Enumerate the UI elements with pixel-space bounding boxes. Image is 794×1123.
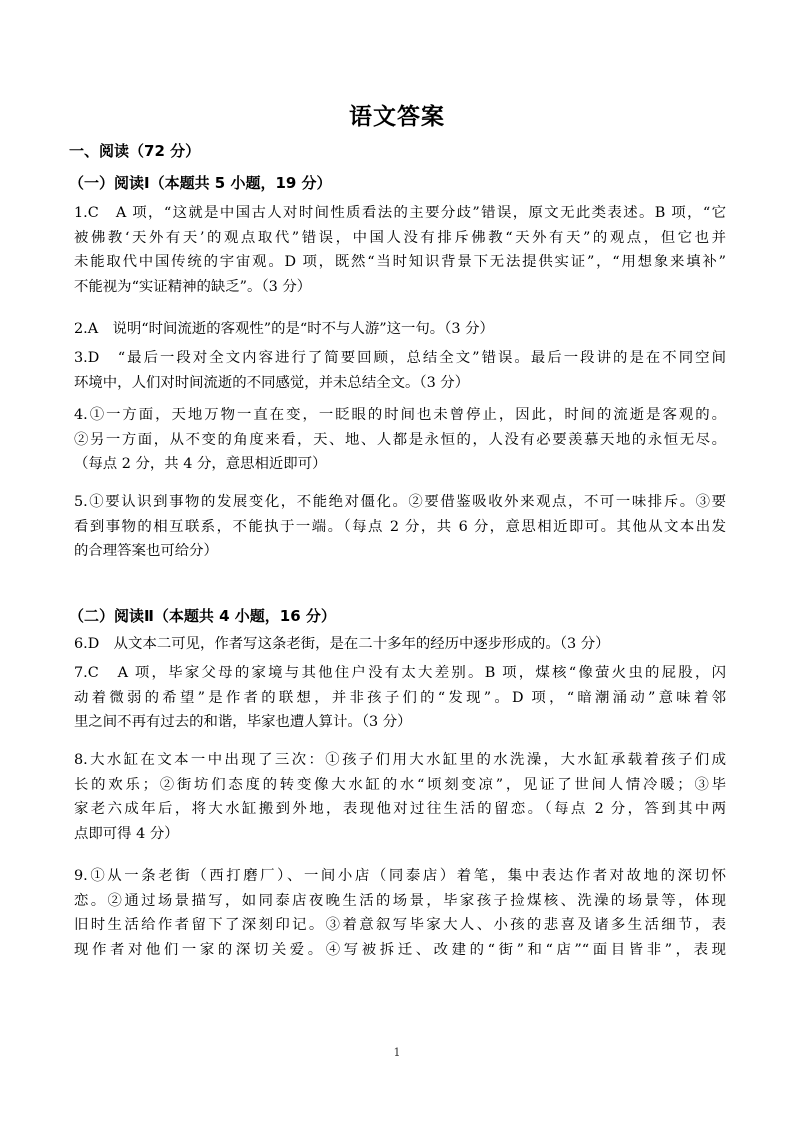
answer-line: 7.C A 项，毕家父母的家境与其他住户没有太大差别。B 项，煤核“像萤火虫的屁股，闪	[74, 665, 726, 681]
answer-q3	[74, 346, 726, 395]
answer-line: 未能取代中国传统的宇宙观。D 项，既然“当时知识背景下无法提供实证”，“用想象来填补”	[74, 254, 726, 270]
section-heading-reading: 一、阅读（72 分）	[69, 142, 201, 160]
answer-line: 恋。②通过场景描写，如同泰店夜晚生活的场景，毕家孩子捡煤核、洗澡的场景等，体现	[74, 892, 726, 909]
answer-q6	[74, 632, 726, 657]
page-number: 1	[393, 1046, 401, 1059]
part1-heading: （一）阅读Ⅰ（本题共 5 小题，19 分）	[69, 174, 332, 192]
answer-line: 看到事物的相互联系，不能执于一端。（每点 2 分，共 6 分，意思相近即可。其他从文本出发	[74, 518, 726, 535]
answer-line: ②另一方面，从不变的角度来看，天、地、人都是永恒的，人没有必要羡慕天地的永恒无尽。	[74, 431, 726, 448]
page-title: 语文答案	[349, 104, 445, 130]
answer-q9	[74, 864, 726, 962]
answer-line: 不能视为“实证精神的缺乏”。（3 分）	[74, 278, 312, 295]
answer-line: 家老六成年后，将大水缸搬到外地，表现他对过往生活的留恋。（每点 2 分，答到其中两	[74, 801, 726, 817]
answer-line: （每点 2 分，共 4 分，意思相近即可）	[74, 456, 327, 472]
answer-q7	[74, 661, 726, 735]
answer-line: 旧时生活给作者留下了深刻印记。③着意叙写毕家大人、小孩的悲喜及诸多生活细节，表	[74, 917, 726, 933]
answer-line: 的合理答案也可给分）	[74, 543, 218, 559]
answer-q8	[74, 748, 726, 846]
answer-line: 3.D “最后一段对全文内容进行了简要回顾，总结全文”错误。最后一段讲的是在不同空间	[74, 350, 726, 366]
answer-q5	[74, 490, 726, 564]
answer-line: 2.A 说明“时间流逝的客观性”的是“时不与人游”这一句。（3 分）	[74, 321, 494, 337]
answer-line: 被佛教‘天外有天’的观点取代”错误，中国人没有排斥佛教“天外有天”的观点，但它也并	[74, 229, 726, 246]
answer-line: 长的欢乐；②街坊们态度的转变像大水缸的水“顷刻变凉”，见证了世间人情冷暖；③毕	[74, 776, 726, 793]
answer-line: 4.①一方面，天地万物一直在变，一眨眼的时间也未曾停止，因此，时间的流逝是客观的。	[74, 407, 726, 423]
answer-line: 动着微弱的希望”是作者的联想，并非孩子们的“发现”。D 项，“暗潮涌动”意味着邻	[74, 689, 726, 706]
answer-line: 5.①要认识到事物的发展变化，不能绝对僵化。②要借鉴吸收外来观点，不可一味排斥。③要	[74, 494, 726, 510]
answer-line: 环境中，人们对时间流逝的不同感觉，并未总结全文。（3 分）	[74, 374, 470, 391]
answer-q2	[74, 317, 726, 342]
answer-q1	[74, 201, 726, 299]
answer-line: 1.C A 项，“这就是中国古人对时间性质看法的主要分歧”错误，原文无此类表述。B 项，“它	[74, 205, 726, 221]
answer-line: 里之间不再有过去的和谐，毕家也遭人算计。（3 分）	[74, 714, 412, 730]
answer-line: 9.①从一条老街（西打磨厂）、一间小店（同泰店）着笔，集中表达作者对故地的深切怀	[74, 868, 726, 884]
part2-heading: （二）阅读Ⅱ（本题共 4 小题，16 分）	[69, 607, 336, 625]
answer-line: 点即可得 4 分）	[74, 825, 179, 842]
answer-line: 现作者对他们一家的深切关爱。④写被拆迁、改建的“街”和“店”“面目皆非”，表现	[74, 941, 726, 958]
answer-q4	[74, 403, 726, 477]
answer-line: 8.大水缸在文本一中出现了三次：①孩子们用大水缸里的水洗澡，大水缸承载着孩子们成	[74, 752, 726, 768]
answer-line: 6.D 从文本二可见，作者写这条老街，是在二十多年的经历中逐步形成的。（3 分）	[74, 636, 610, 652]
